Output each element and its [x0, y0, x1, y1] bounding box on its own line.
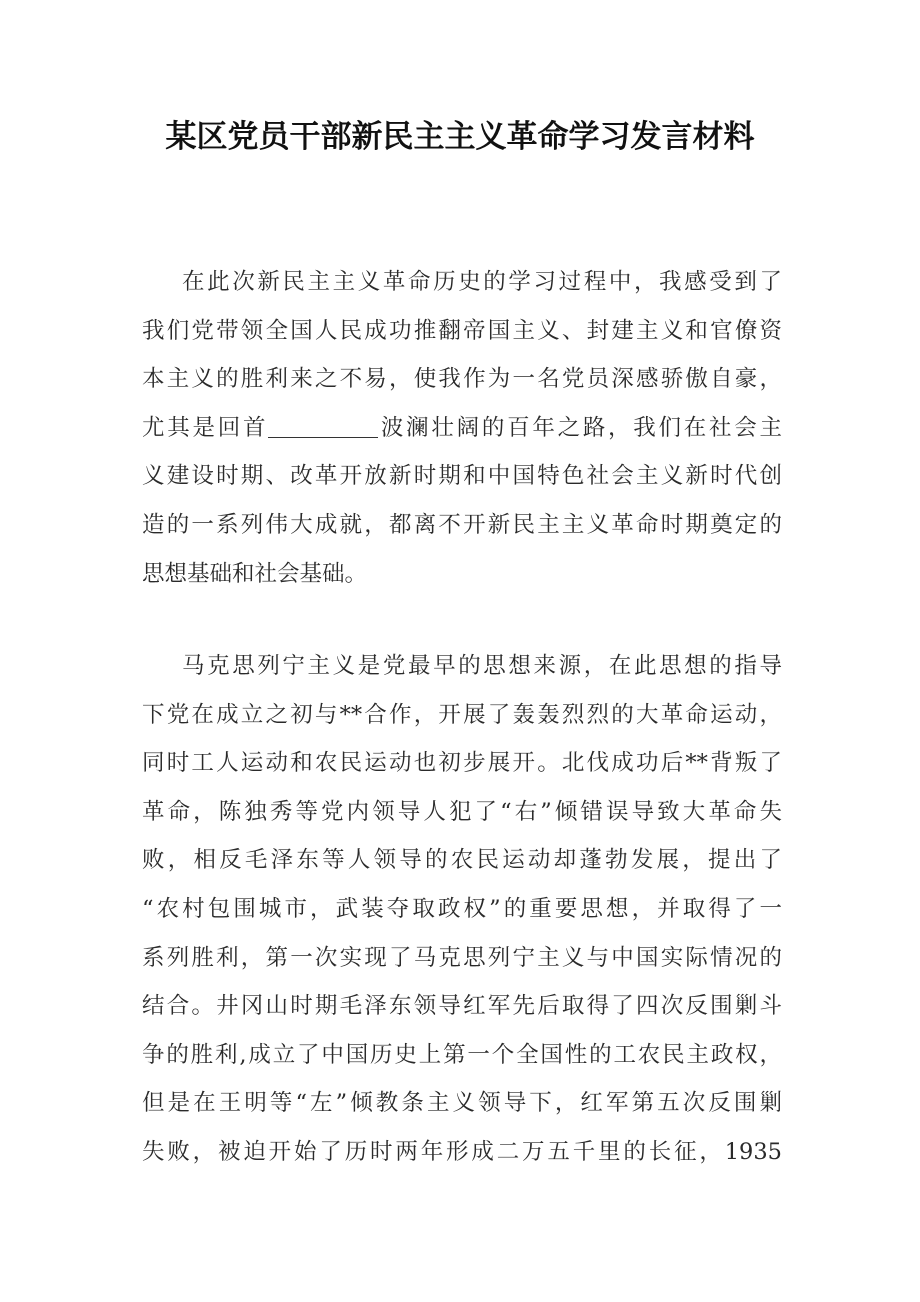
paragraph-line: 在此次新民主主义革命历史的学习过程中，我感受到了 — [182, 269, 782, 295]
paragraph-line-with-blank — [142, 404, 782, 453]
paragraph-line: 系列胜利，第一次实现了马克思列宁主义与中国实际情况的 — [142, 944, 782, 971]
paragraph-line: 义建设时期、改革开放新时期和中国特色社会主义新时代创 — [142, 463, 782, 490]
paragraph-line: 思想基础和社会基础。 — [142, 560, 368, 587]
document-title: 某区党员干部新民主主义革命学习发言材料 — [165, 119, 755, 155]
fill-in-blank — [268, 414, 378, 438]
paragraph-line: 造的一系列伟大成就，都离不开新民主主义革命时期奠定的 — [142, 511, 782, 538]
paragraph-2 — [142, 642, 782, 1177]
paragraph-line: 同时工人运动和农民运动也初步展开。北伐成功后**背叛了 — [142, 750, 782, 777]
paragraph-line: 本主义的胜利来之不易，使我作为一名党员深感骄傲自豪， — [142, 366, 782, 393]
paragraph-line: 革命，陈独秀等党内领导人犯了“右”倾错误导致大革命失 — [142, 798, 782, 825]
paragraph-line: 败，相反毛泽东等人领导的农民运动却蓬勃发展，提出了 — [142, 847, 782, 874]
line-segment: 尤其是回首 — [142, 414, 269, 441]
paragraph-line: 结合。井冈山时期毛泽东领导红军先后取得了四次反围剿斗 — [142, 993, 782, 1020]
paragraph-line: 我们党带领全国人民成功推翻帝国主义、封建主义和官僚资 — [142, 317, 782, 344]
paragraph-line: “农村包围城市，武装夺取政权”的重要思想，并取得了一 — [142, 895, 782, 922]
paragraph-line: 争的胜利,成立了中国历史上第一个全国性的工农民主政权， — [142, 1041, 782, 1068]
paragraph-1 — [142, 258, 782, 598]
paragraph-line: 马克思列宁主义是党最早的思想来源，在此思想的指导 — [182, 653, 782, 679]
paragraph-line: 但是在王明等“左”倾教条主义领导下，红军第五次反围剿 — [142, 1090, 782, 1117]
paragraph-line: 失败，被迫开始了历时两年形成二万五千里的长征，1935 — [142, 1138, 782, 1165]
line-segment: 波澜壮阔的百年之路，我们在社会主 — [378, 414, 782, 441]
paragraph-line: 下党在成立之初与**合作，开展了轰轰烈烈的大革命运动， — [142, 701, 782, 728]
